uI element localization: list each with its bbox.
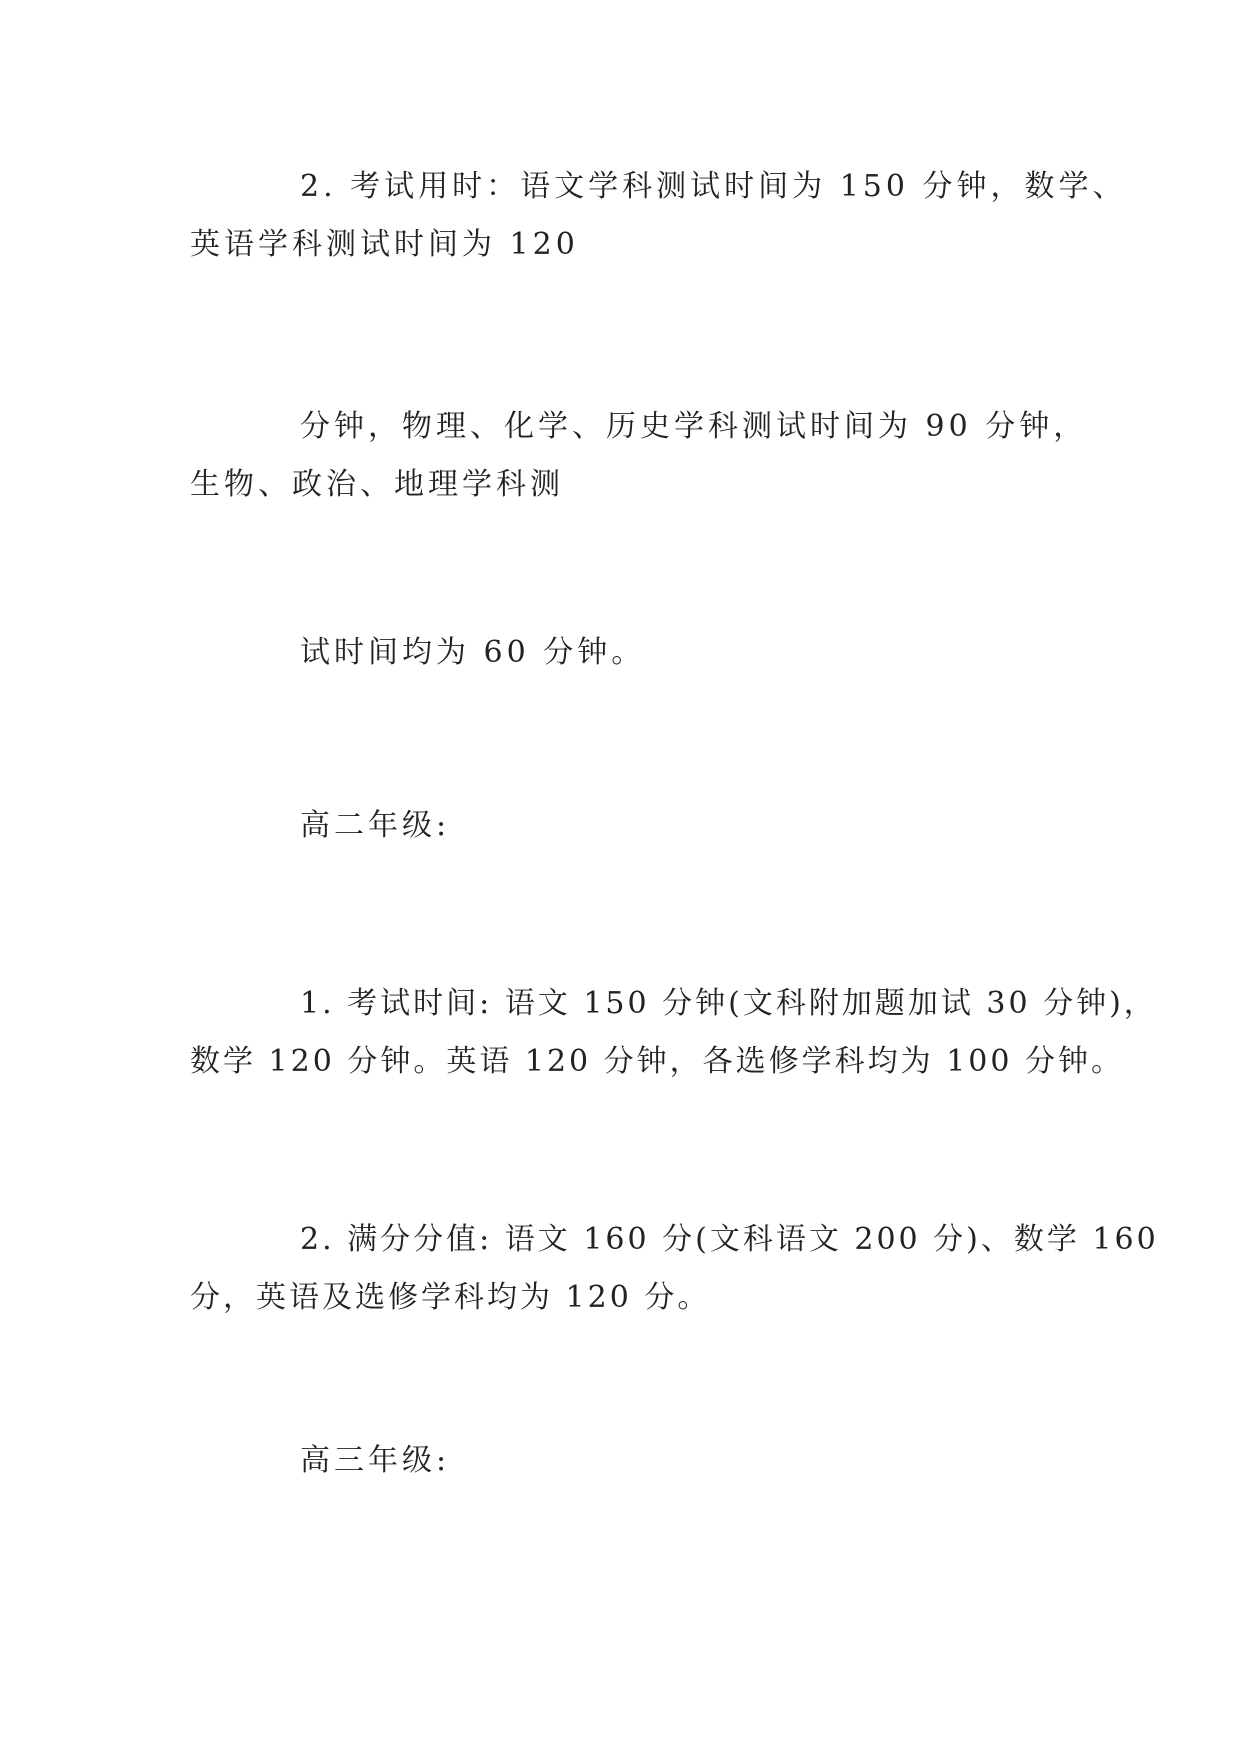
paragraph-line: 分，英语及选修学科均为 120 分。 bbox=[190, 1280, 711, 1315]
section-heading: 高二年级: bbox=[300, 808, 451, 843]
paragraph-line: 数学 120 分钟。英语 120 分钟，各选修学科均为 100 分钟。 bbox=[190, 1044, 1124, 1079]
paragraph-exam-duration bbox=[190, 158, 1127, 274]
section-heading: 高三年级: bbox=[300, 1443, 451, 1478]
section-heading-grade-3 bbox=[190, 1432, 1090, 1490]
paragraph-line: 2. 满分分值: 语文 160 分(文科语文 200 分)、数学 160 bbox=[300, 1222, 1159, 1257]
paragraph-line: 1. 考试时间: 语文 150 分钟(文科附加题加试 30 分钟)， bbox=[300, 986, 1157, 1021]
paragraph-line: 英语学科测试时间为 120 bbox=[190, 227, 579, 262]
paragraph-subject-durations bbox=[190, 398, 1090, 514]
paragraph-grade-2-exam-time bbox=[190, 975, 1157, 1091]
paragraph-line: 生物、政治、地理学科测 bbox=[190, 467, 564, 502]
paragraph-grade-2-full-score bbox=[190, 1211, 1159, 1327]
paragraph-line: 2. 考试用时：语文学科测试时间为 150 分钟，数学、 bbox=[300, 169, 1127, 204]
paragraph-other-durations bbox=[190, 624, 1090, 682]
section-heading-grade-2 bbox=[190, 797, 1090, 855]
paragraph-line: 分钟，物理、化学、历史学科测试时间为 90 分钟， bbox=[300, 409, 1088, 444]
paragraph-line: 试时间均为 60 分钟。 bbox=[300, 635, 646, 670]
